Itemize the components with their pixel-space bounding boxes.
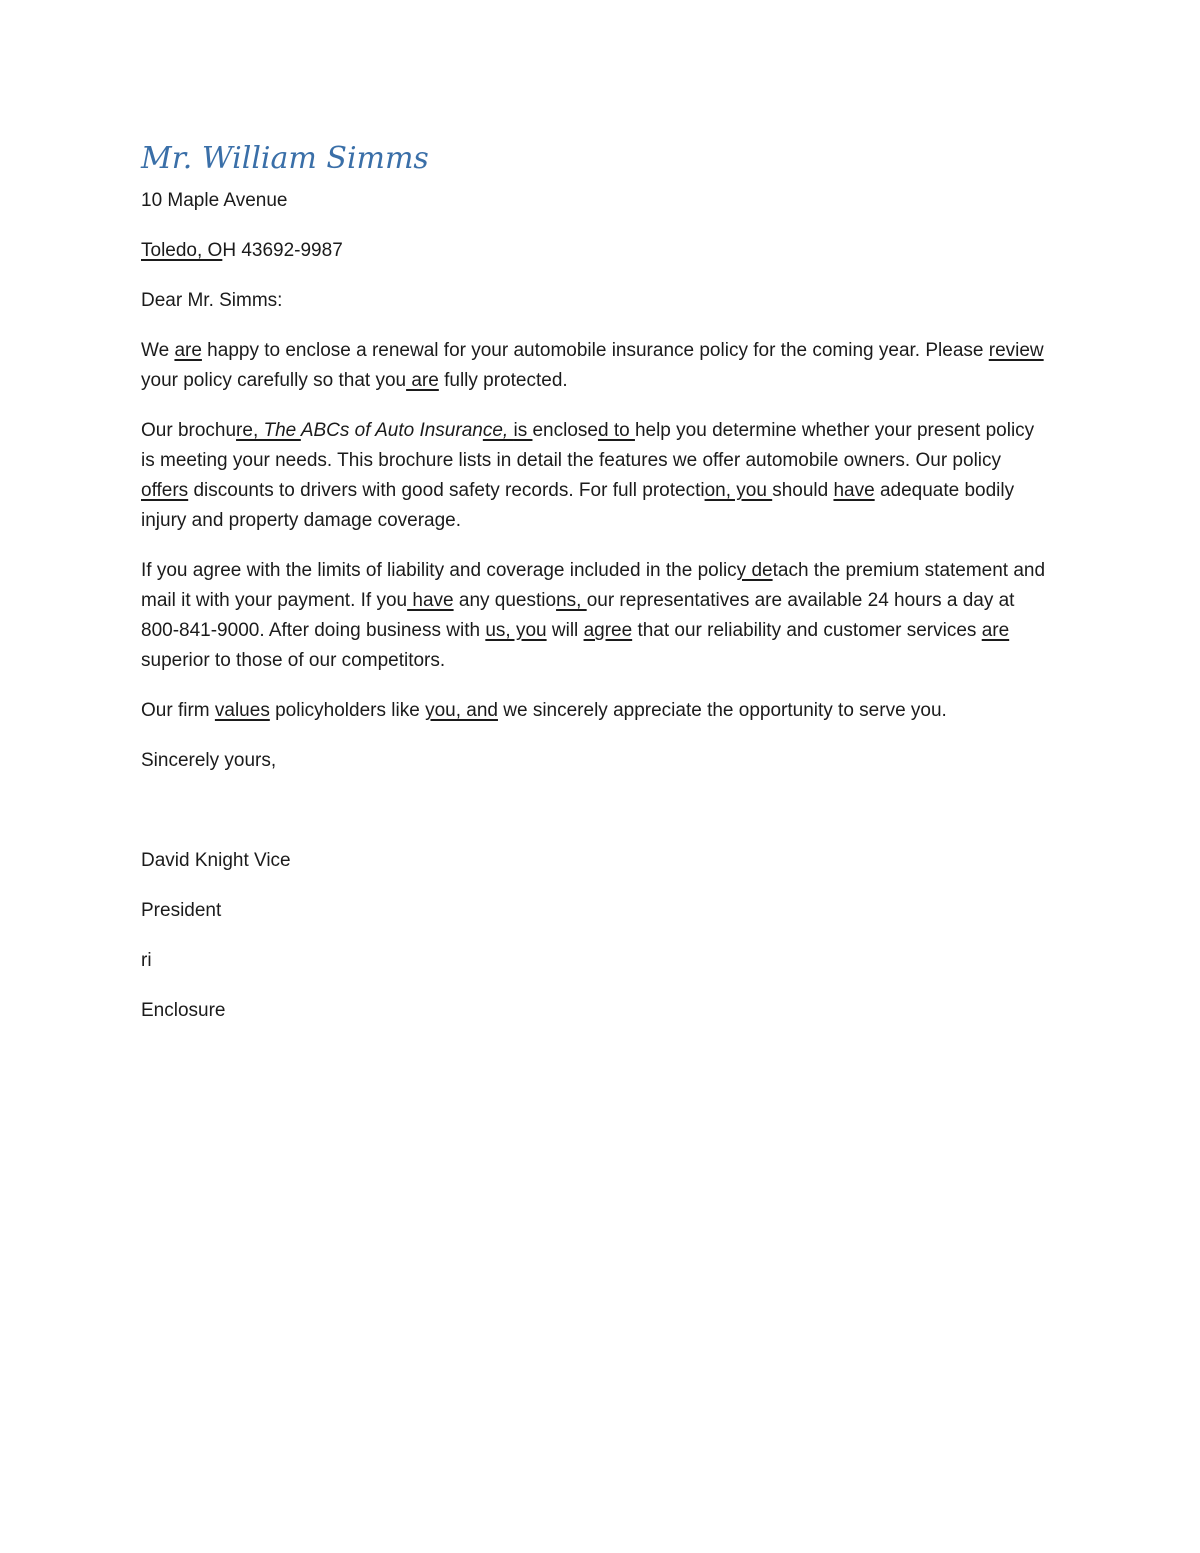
text-run: is <box>513 420 533 441</box>
text-run: d to <box>597 420 635 441</box>
text-run: offers <box>141 480 189 501</box>
text-run: help you determine whether your present policy is meeting your needs. This brochure lists in detail the features we offer automobile owners. Our policy <box>141 420 1035 471</box>
text-run: values <box>214 700 270 721</box>
signature-line-title: President <box>141 900 222 921</box>
text-run: policyholders like <box>269 700 426 721</box>
text-run: Our firm <box>141 700 215 721</box>
text-run: have <box>833 480 875 501</box>
text-run: y de <box>736 560 773 581</box>
recipient-name: Mr. William Simms <box>141 141 429 176</box>
text-run: we sincerely appreciate the opportunity to serve you. <box>497 700 947 721</box>
signature-line-name: David Knight Vice <box>141 850 291 871</box>
text-run: have <box>407 590 454 611</box>
text-run: happy to enclose a renewal for your automobile insurance policy for the coming year. Please <box>201 340 989 361</box>
salutation: Dear Mr. Simms: <box>141 290 283 311</box>
text-run: ns, <box>556 590 587 611</box>
body-paragraph-3 <box>141 556 1047 676</box>
body-paragraph-1 <box>141 336 1047 396</box>
text-run: you, and <box>425 700 498 721</box>
signature-space <box>141 796 1047 846</box>
address-line-1: 10 Maple Avenue <box>141 190 288 211</box>
text-run: are <box>406 370 439 391</box>
address-line-2 <box>141 236 1047 266</box>
closing: Sincerely yours, <box>141 750 277 771</box>
text-run: that our reliability and customer services <box>632 620 982 641</box>
text-run: should <box>772 480 834 501</box>
body-paragraph-2 <box>141 416 1047 536</box>
body-paragraph-4 <box>141 696 1047 726</box>
text-run: Our brochu <box>141 420 237 441</box>
text-run: enclose <box>532 420 598 441</box>
text-run: your policy carefully so that you <box>141 370 407 391</box>
text-run: us, you <box>485 620 547 641</box>
text-run: The <box>263 420 301 441</box>
signature-line-initials: ri <box>141 950 152 971</box>
text-run: any questio <box>453 590 557 611</box>
text-run: ce, <box>482 420 514 441</box>
text-run: We <box>141 340 175 361</box>
text-run: re, <box>236 420 264 441</box>
text-run: Toledo, O <box>141 240 223 261</box>
text-run: review <box>988 340 1044 361</box>
text-run: tach the premium statement and mail it with your payment. If you <box>141 560 1046 611</box>
letter-body <box>141 141 1047 1046</box>
text-run: are <box>174 340 202 361</box>
text-run: adequate bodily injury and property damage coverage. <box>141 480 1015 531</box>
text-run: agree <box>583 620 633 641</box>
text-run: on, you <box>704 480 773 501</box>
text-run: fully protected. <box>438 370 568 391</box>
text-run: If you agree with the limits of liability and coverage included in the polic <box>141 560 737 581</box>
enclosure-notation: Enclosure <box>141 1000 226 1021</box>
text-run: ABCs of Auto Insuran <box>300 420 483 441</box>
text-run: our representatives are available 24 hours a day at 800-841-9000. After doing business with <box>141 590 1015 641</box>
text-run: superior to those of our competitors. <box>141 650 446 671</box>
text-run: discounts to drivers with good safety records. For full protecti <box>188 480 705 501</box>
text-run: H 43692-9987 <box>222 240 343 261</box>
text-run: are <box>981 620 1010 641</box>
text-run: will <box>546 620 584 641</box>
